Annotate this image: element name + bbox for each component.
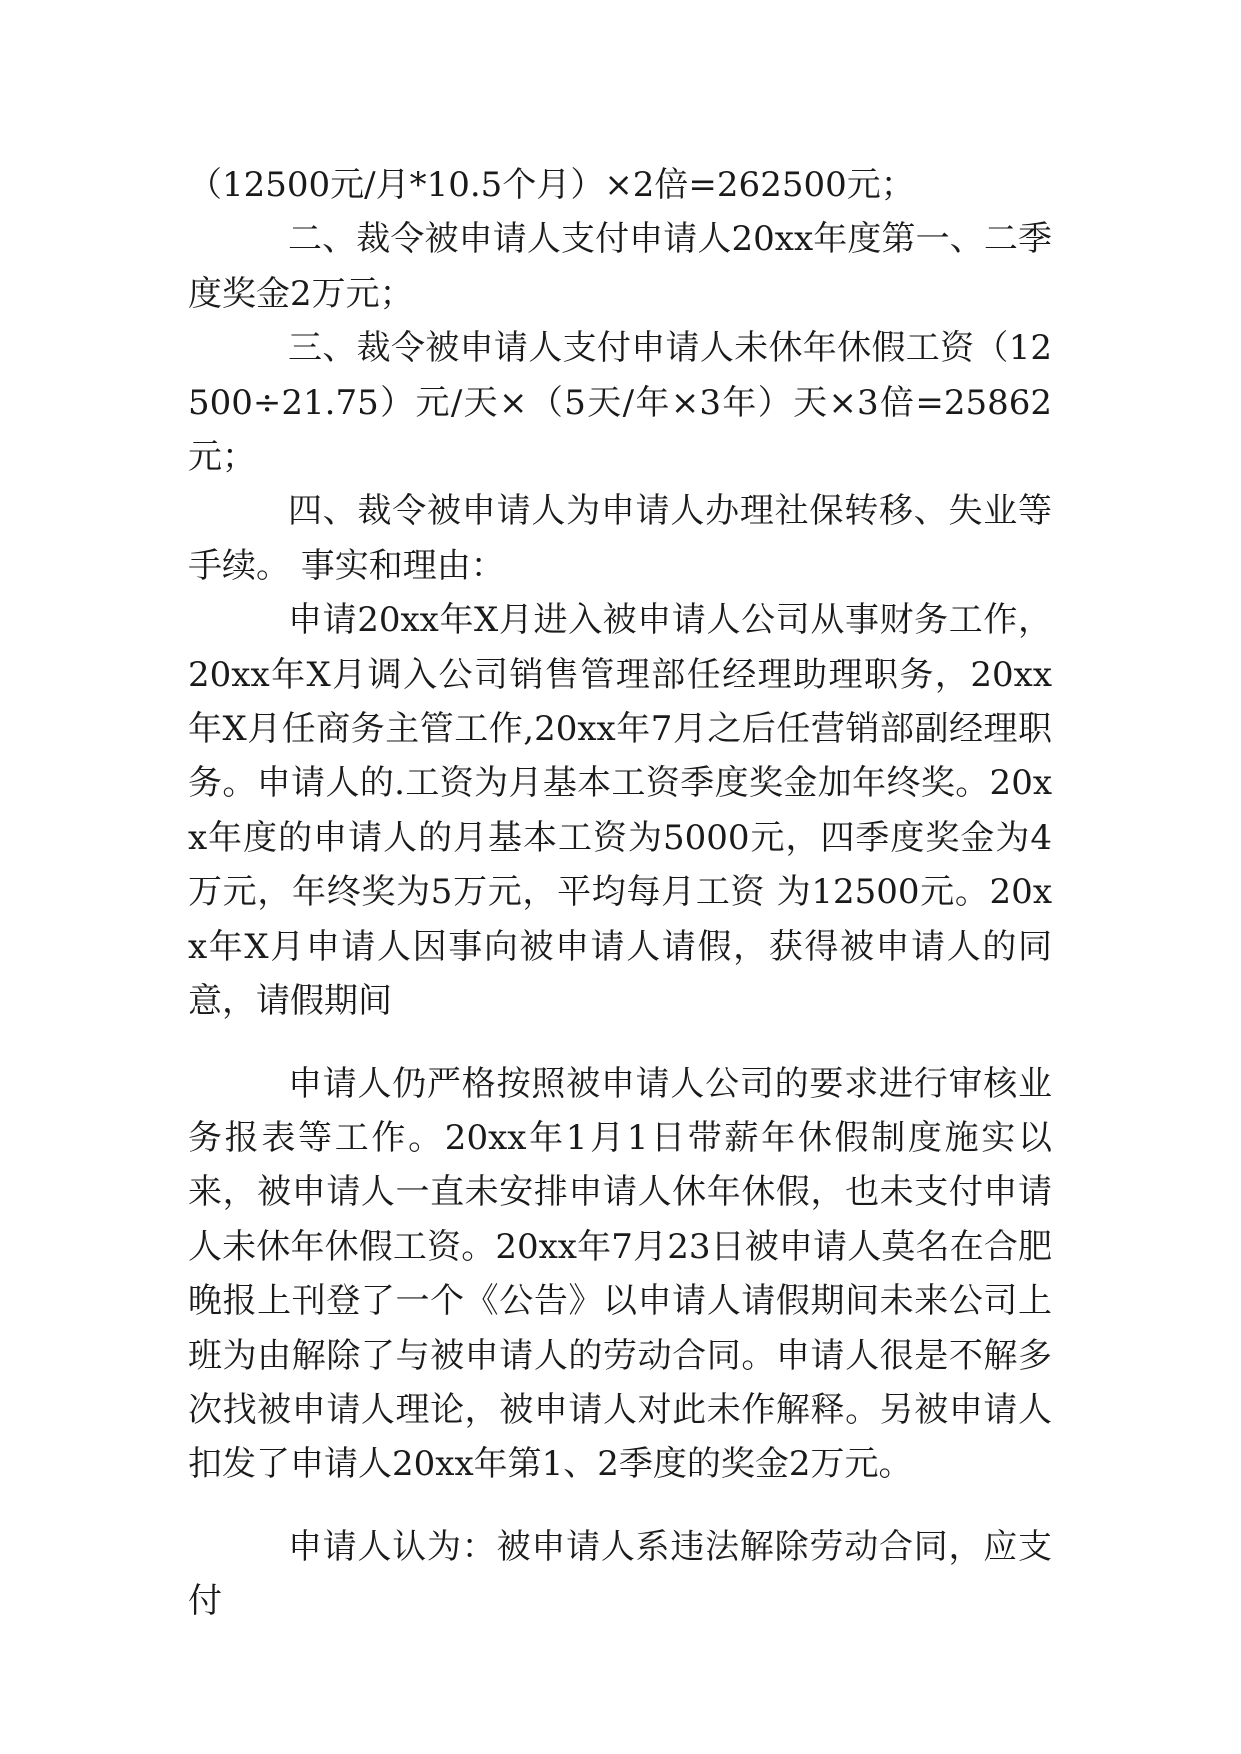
document-body bbox=[188, 158, 1052, 1629]
paragraph-applicant-view: 申请人认为：被申请人系违法解除劳动合同，应支付 bbox=[188, 1526, 1052, 1622]
paragraph-calculation-continued: （12500元/月*10.5个月）×2倍=262500元； bbox=[188, 165, 915, 205]
paragraph-claim-four: 四、裁令被申请人为申请人办理社保转移、失业等手续。 事实和理由： bbox=[188, 491, 1052, 586]
paragraph-facts-employment: 申请20xx年X月进入被申请人公司从事财务工作，20xx年X月调入公司销售管理部任经理助理职务，20xx年X月任商务主管工作,20xx年7月之后任营销部副经理职务。申请人的.工资为月基本工资季度奖金加年终奖。20xx年度的申请人的月基本工资为5000元，四季度奖金为4万元，年终奖为5万元，平均每月工资 为12500元。20xx年X月申请人因事向被申请人请假，获得被申请人的同意，请假期间 bbox=[188, 600, 1052, 1022]
paragraph-claim-two: 二、裁令被申请人支付申请人20xx年度第一、二季度奖金2万元； bbox=[188, 219, 1052, 314]
paragraph-claim-three: 三、裁令被申请人支付申请人未休年休假工资（12500÷21.75）元/天×（5天/年×3年）天×3倍=25862元； bbox=[188, 328, 1052, 478]
paragraph-facts-dismissal: 申请人仍严格按照被申请人公司的要求进行审核业务报表等工作。20xx年1月1日带薪年休假制度施实以来，被申请人一直未安排申请人休年休假，也未支付申请人未休年休假工资。20xx年7月23日被申请人莫名在合肥晚报上刊登了一个《公告》以申请人请假期间未来公司上班为由解除了与被申请人的劳动合同。申请人很是不解多次找被申请人理论，被申请人对此未作解释。另被申请人扣发了申请人20xx年第1、2季度的奖金2万元。 bbox=[188, 1063, 1052, 1485]
